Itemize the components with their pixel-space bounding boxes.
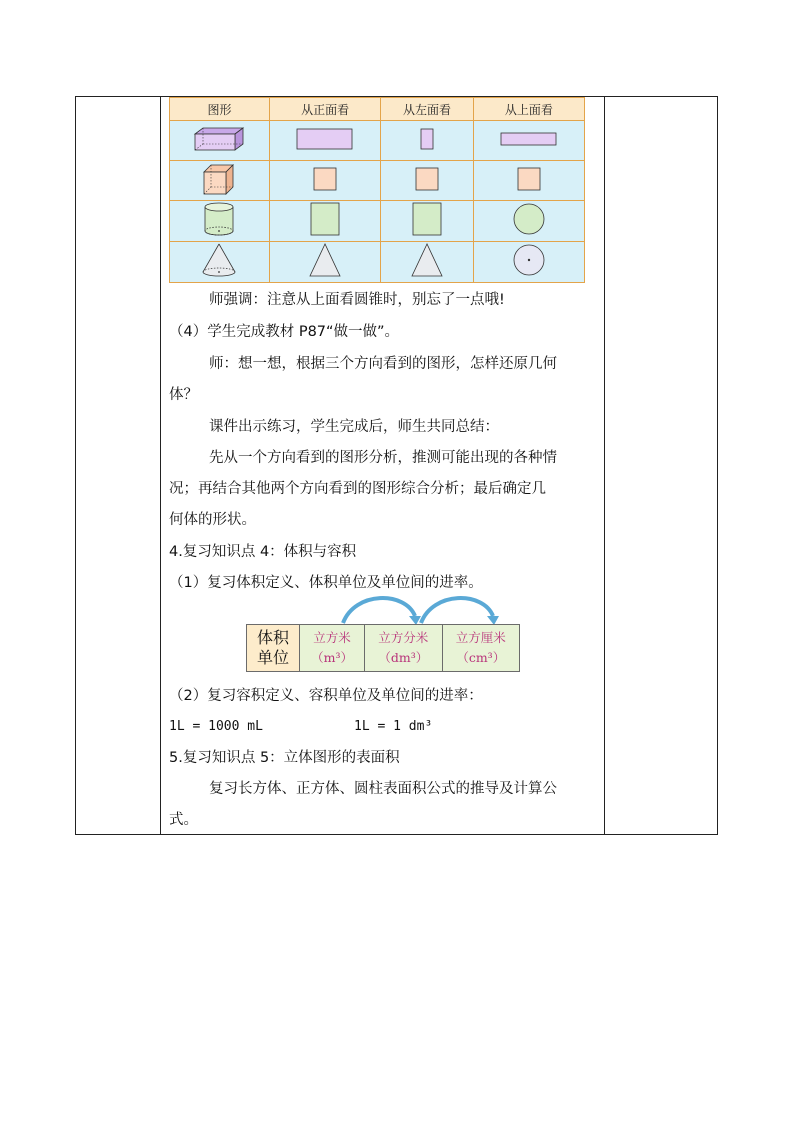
method-line2: 况；再结合其他两个方向看到的图形综合分析；最后确定几 (169, 481, 546, 497)
cylinder-left-view (381, 201, 473, 242)
triangle-icon (308, 242, 342, 278)
cube-left-view (381, 161, 473, 201)
unit-name: 立方厘米 (455, 630, 506, 645)
header-top-view: 从上面看 (473, 98, 584, 121)
square-icon (516, 166, 542, 192)
method-line1: 先从一个方向看到的图形分析，推测可能出现的各种情 (209, 450, 557, 466)
column-divider (604, 97, 605, 834)
section-heading-4: 4.复习知识点 4：体积与容积 (169, 544, 357, 560)
cuboid-icon (193, 125, 245, 153)
teacher-question-line1: 师：想一想，根据三个方向看到的图形，怎样还原几何 (209, 356, 557, 372)
liter-milliliter-equation: 1L = 1000 mL (169, 719, 263, 734)
teacher-emphasis: 师强调：注意从上面看圆锥时，别忘了一点哦! (209, 292, 505, 308)
unit-cubic-decimeter (365, 625, 442, 672)
rectangle-icon (419, 127, 435, 151)
section-heading-5: 5.复习知识点 5：立体图形的表面积 (169, 750, 400, 766)
rectangle-icon (296, 127, 354, 151)
surface-area-line1: 复习长方体、正方体、圆柱表面积公式的推导及计算公 (209, 781, 557, 797)
table-row (247, 625, 520, 672)
cone-front-view (269, 242, 380, 283)
cone-icon (199, 242, 239, 278)
cube-icon (202, 163, 236, 195)
exercise-item-4: （4）学生完成教材 P87“做一做”。 (169, 324, 400, 340)
column-divider (160, 97, 161, 834)
table-row (170, 121, 585, 161)
cylinder-top-view (473, 201, 584, 242)
cone-top-view (473, 242, 584, 283)
rectangle-icon (309, 201, 341, 237)
rectangle-icon (411, 201, 443, 237)
units-header-cell (247, 625, 300, 672)
table-row (170, 201, 585, 242)
header-front-view: 从正面看 (269, 98, 380, 121)
unit-name: 立方米 (313, 630, 351, 645)
table-row (170, 242, 585, 283)
method-line3: 何体的形状。 (169, 512, 256, 528)
cuboid-solid (170, 121, 270, 161)
cube-top-view (473, 161, 584, 201)
practice-summary: 课件出示练习，学生完成后，师生共同总结： (209, 419, 499, 435)
cylinder-icon (202, 201, 236, 237)
header-left-view: 从左面看 (381, 98, 473, 121)
surface-area-line2: 式。 (169, 812, 198, 828)
three-views-table (169, 97, 585, 283)
unit-symbol: （dm³） (378, 650, 429, 665)
volume-review-item: （1）复习体积定义、体积单位及单位间的进率。 (169, 575, 483, 591)
rectangle-icon (500, 131, 558, 147)
cylinder-solid (170, 201, 270, 242)
cylinder-front-view (269, 201, 380, 242)
cuboid-left-view (381, 121, 473, 161)
lesson-table (75, 96, 718, 835)
cuboid-top-view (473, 121, 584, 161)
circle-dot-icon (512, 243, 546, 277)
table-header-row (170, 98, 585, 121)
units-header-line2: 单位 (256, 648, 289, 667)
header-shape: 图形 (170, 98, 270, 121)
unit-name: 立方分米 (378, 630, 429, 645)
cube-solid (170, 161, 270, 201)
square-icon (312, 166, 338, 192)
table-row (170, 161, 585, 201)
units-header-line1: 体积 (256, 628, 289, 647)
liter-decimeter-equation: 1L = 1 dm³ (354, 719, 433, 734)
unit-cubic-meter (300, 625, 365, 672)
cube-front-view (269, 161, 380, 201)
cone-solid (170, 242, 270, 283)
unit-symbol: （m³） (311, 650, 353, 665)
circle-icon (512, 202, 546, 236)
triangle-icon (410, 242, 444, 278)
cuboid-front-view (269, 121, 380, 161)
volume-units-table (246, 624, 520, 672)
unit-symbol: （cm³） (456, 650, 506, 665)
unit-cubic-centimeter (442, 625, 519, 672)
square-icon (414, 166, 440, 192)
capacity-review-item: （2）复习容积定义、容积单位及单位间的进率： (169, 688, 483, 704)
cone-left-view (381, 242, 473, 283)
teacher-question-line2: 体？ (169, 387, 198, 403)
